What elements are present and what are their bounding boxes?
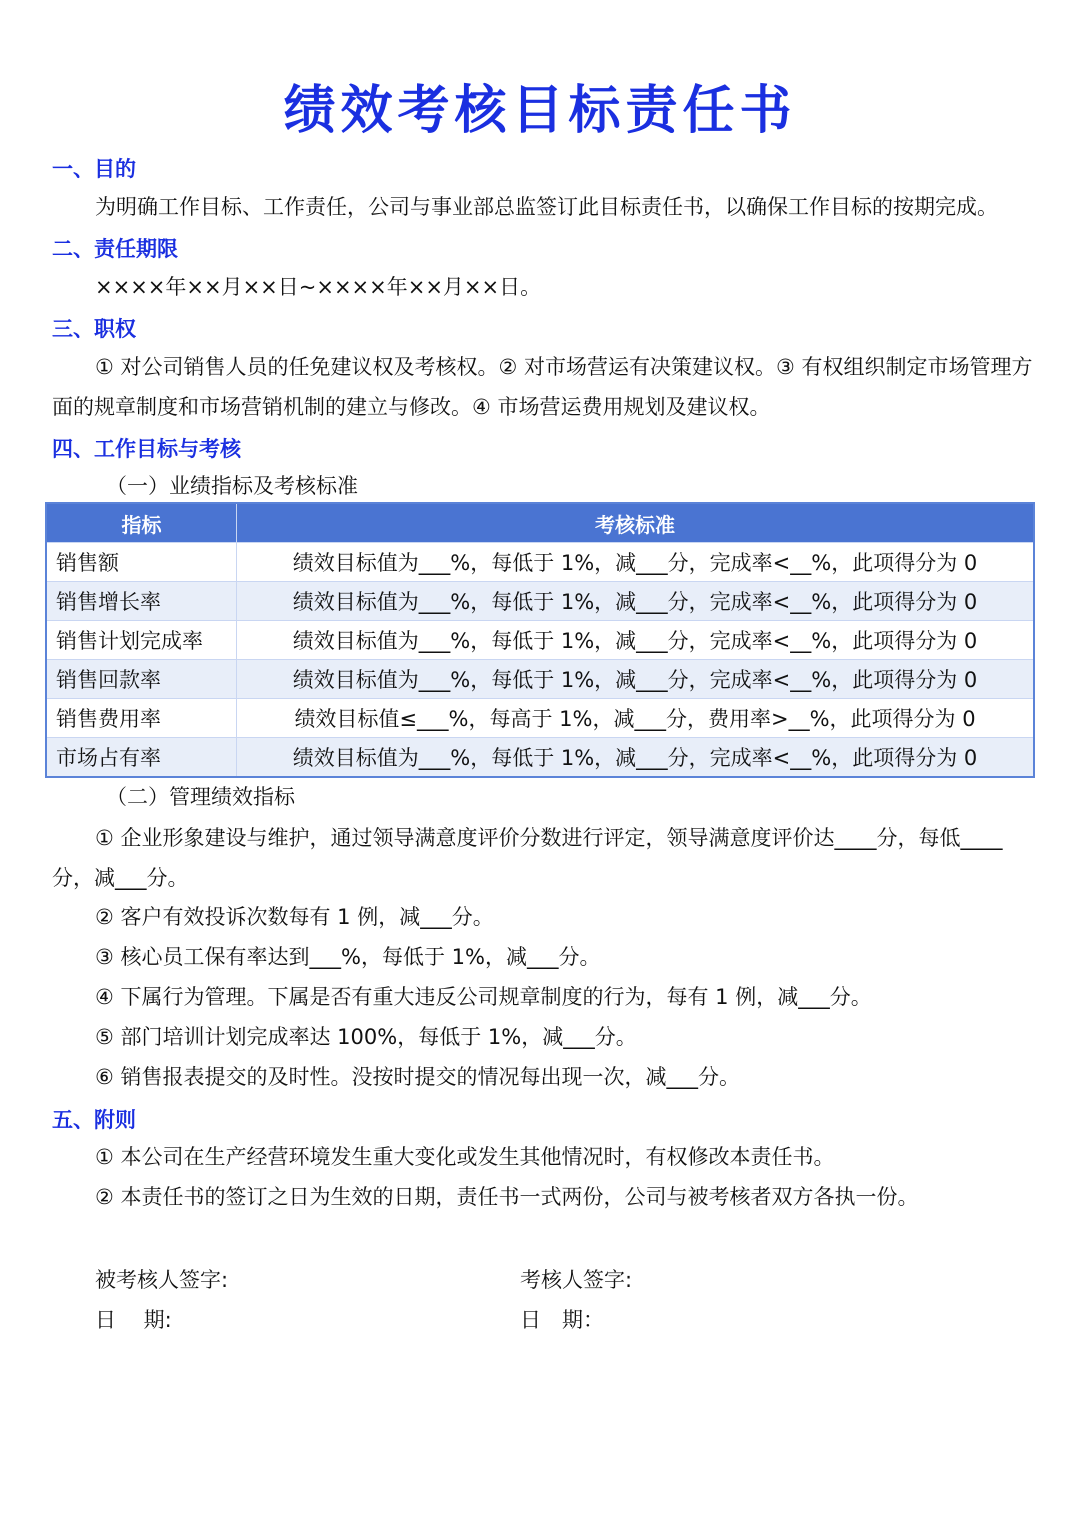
- standard-cell: 绩效目标值≤___%，每高于 1%，减___分，费用率>__%，此项得分为 0: [237, 699, 1035, 738]
- table-row: [46, 699, 1034, 738]
- table-row: [46, 543, 1034, 582]
- management-item: ② 客户有效投诉次数每有 1 例，减___分。: [95, 905, 494, 929]
- section-authority-heading: 三、职权: [52, 317, 136, 341]
- appendix-item: ① 本公司在生产经营环境发生重大变化或发生其他情况时，有权修改本责任书。: [95, 1145, 835, 1169]
- table-header-row: [46, 503, 1034, 543]
- section-term-heading: 二、责任期限: [52, 237, 178, 261]
- purpose-text: 为明确工作目标、工作责任，公司与事业部总监签订此目标责任书，以确保工作目标的按期完成。: [95, 195, 998, 219]
- header-indicator: 指标: [46, 503, 237, 543]
- assessor-signature-label: 考核人签字:: [520, 1268, 633, 1292]
- standard-cell: 绩效目标值为___%，每低于 1%，减___分，完成率<__%，此项得分为 0: [237, 660, 1035, 699]
- standard-cell: 绩效目标值为___%，每低于 1%，减___分，完成率<__%，此项得分为 0: [237, 621, 1035, 660]
- management-item: ⑥ 销售报表提交的及时性。没按时提交的情况每出现一次，减___分。: [95, 1065, 740, 1089]
- assessee-signature-label: 被考核人签字:: [95, 1268, 229, 1292]
- authority-text: ① 对公司销售人员的任免建议权及考核权。② 对市场营运有决策建议权。③ 有权组织制定市场管理方面的规章制度和市场营销机制的建立与修改。④ 市场营运费用规划及建议权。: [52, 355, 1033, 419]
- standard-cell: 绩效目标值为___%，每低于 1%，减___分，完成率<__%，此项得分为 0: [237, 582, 1035, 621]
- header-standard: 考核标准: [237, 503, 1035, 543]
- management-subheading: （二）管理绩效指标: [106, 785, 295, 809]
- indicator-cell: 销售费用率: [46, 699, 237, 738]
- management-item: ⑤ 部门培训计划完成率达 100%，每低于 1%，减___分。: [95, 1025, 637, 1049]
- standard-cell: 绩效目标值为___%，每低于 1%，减___分，完成率<__%，此项得分为 0: [237, 738, 1035, 778]
- table-row: [46, 621, 1034, 660]
- appendix-item: ② 本责任书的签订之日为生效的日期，责任书一式两份，公司与被考核者双方各执一份。: [95, 1185, 919, 1209]
- management-item: ① 企业形象建设与维护，通过领导满意度评价分数进行评定，领导满意度评价达____分，每低____分，减___分。: [52, 826, 1003, 890]
- term-text: ××××年××月××日~××××年××月××日。: [95, 275, 542, 299]
- indicator-cell: 市场占有率: [46, 738, 237, 778]
- indicator-cell: 销售计划完成率: [46, 621, 237, 660]
- document-title: 绩效考核目标责任书: [283, 81, 797, 141]
- table-row: [46, 582, 1034, 621]
- indicator-cell: 销售增长率: [46, 582, 237, 621]
- performance-table: [45, 502, 1035, 778]
- indicator-cell: 销售额: [46, 543, 237, 582]
- section-appendix-heading: 五、附则: [52, 1108, 136, 1132]
- assessor-date-label: 日 期：: [520, 1308, 604, 1332]
- indicator-cell: 销售回款率: [46, 660, 237, 699]
- table-row: [46, 660, 1034, 699]
- standard-cell: 绩效目标值为___%，每低于 1%，减___分，完成率<__%，此项得分为 0: [237, 543, 1035, 582]
- table-row: [46, 738, 1034, 778]
- section-targets-heading: 四、工作目标与考核: [52, 437, 241, 461]
- performance-subheading: （一）业绩指标及考核标准: [106, 474, 358, 498]
- section-purpose-heading: 一、目的: [52, 157, 136, 181]
- management-item: ③ 核心员工保有率达到___%，每低于 1%，减___分。: [95, 945, 601, 969]
- assessee-date-label: 日 期:: [95, 1308, 172, 1332]
- management-item: ④ 下属行为管理。下属是否有重大违反公司规章制度的行为，每有 1 例，减___分。: [95, 985, 872, 1009]
